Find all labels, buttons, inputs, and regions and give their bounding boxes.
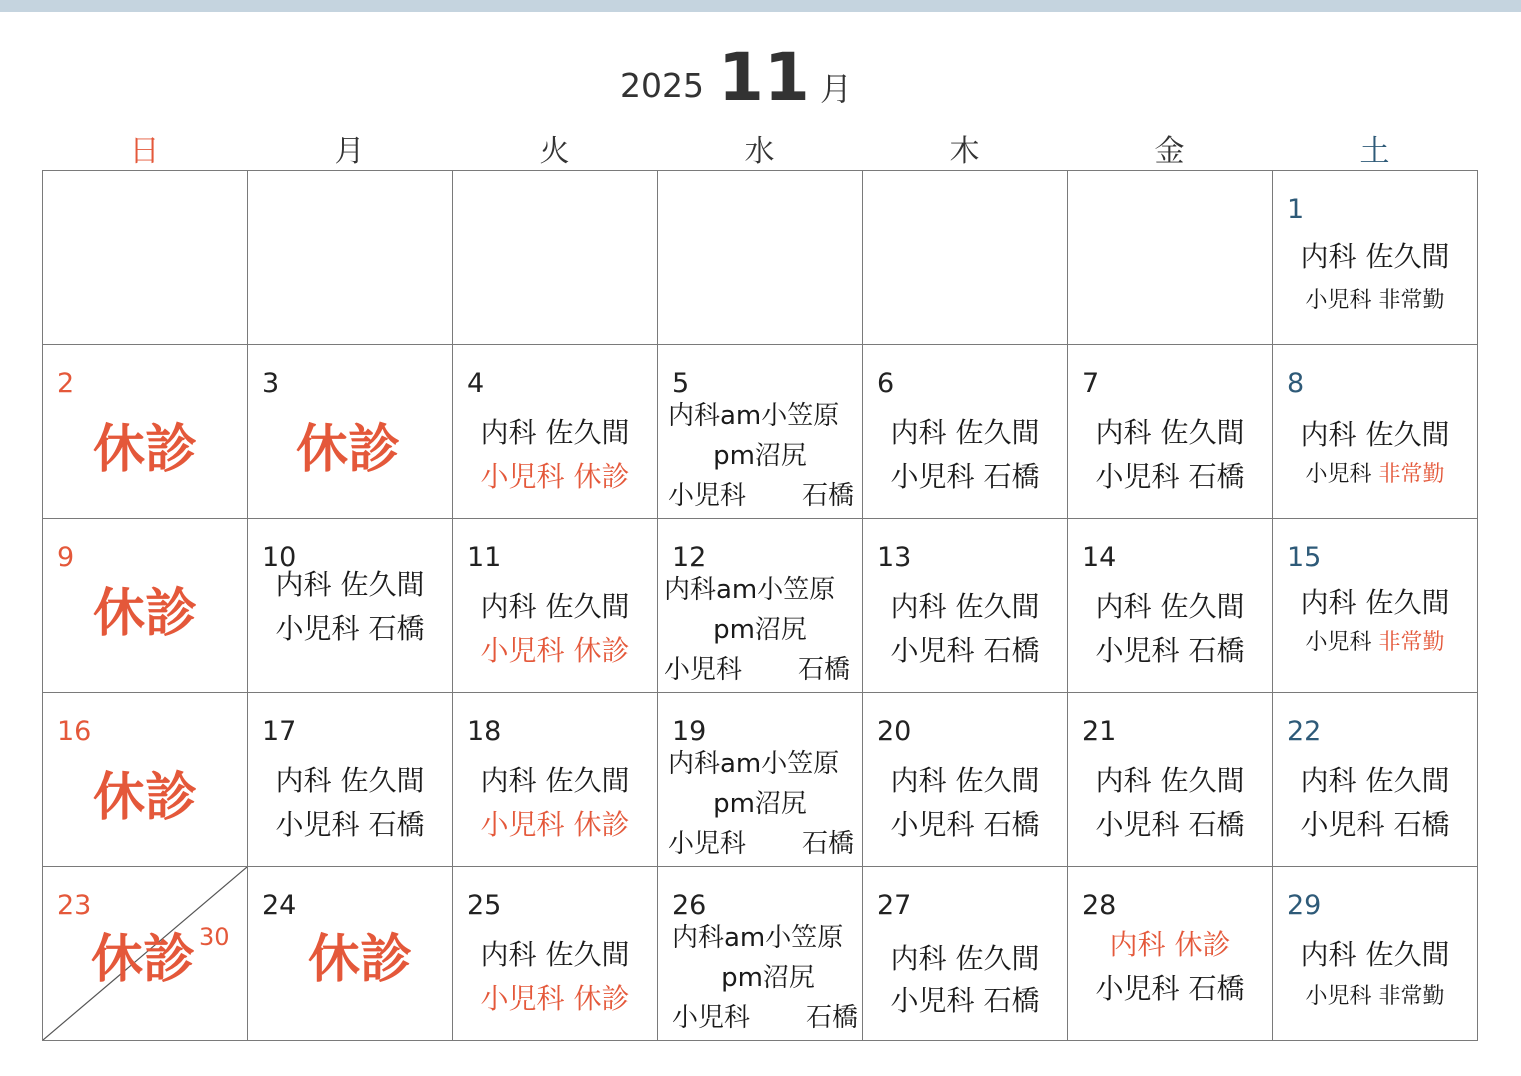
doctor-name: 石橋: [983, 808, 1040, 841]
doctor-name: 佐久間: [545, 590, 630, 623]
top-accent-bar: [0, 0, 1521, 12]
dept-label: 内科: [1095, 590, 1152, 623]
weekday-sat: 土: [1359, 134, 1390, 169]
day-number: 15: [1287, 542, 1322, 573]
doctor-name: 石橋: [368, 808, 425, 841]
day-number: 14: [1082, 542, 1117, 573]
dept-label: 内科: [890, 942, 947, 975]
calendar-title: [0, 40, 1521, 120]
dept-label: 小児科: [1305, 630, 1372, 655]
pm-doctor: pm沼尻: [721, 963, 815, 993]
closed-label: 休診: [92, 584, 197, 644]
day-cell: [248, 519, 453, 693]
doctor-name: 佐久間: [1365, 418, 1450, 451]
doctor-name: 石橋: [1188, 634, 1245, 667]
doctor-name: 佐久間: [955, 416, 1040, 449]
am-doctor: 内科am小笠原: [672, 923, 844, 953]
doctor-name: 佐久間: [1160, 416, 1245, 449]
am-doctor: 内科am小笠原: [668, 401, 840, 431]
day-cell: [1273, 693, 1478, 867]
closed-label: 休診: [90, 930, 195, 990]
doctor-name: 佐久間: [545, 938, 630, 971]
weekday-wed: 水: [744, 134, 775, 169]
day-cell: [248, 693, 453, 867]
day-cell: [658, 345, 863, 519]
dept-label: 内科: [1300, 240, 1357, 273]
doctor-name: 石橋: [1188, 972, 1245, 1005]
empty-cell: [453, 171, 658, 345]
day-number: 25: [467, 890, 502, 921]
doctor-name: 佐久間: [545, 416, 630, 449]
day-cell: [1068, 519, 1273, 693]
dept-label: 小児科: [480, 460, 565, 493]
am-doctor: 内科am小笠原: [668, 749, 840, 779]
day-cell: [43, 519, 248, 693]
dept-label: 内科: [890, 590, 947, 623]
doctor-name: 石橋: [801, 829, 854, 859]
am-doctor: 内科am小笠原: [664, 575, 836, 605]
day-number: 11: [467, 542, 502, 573]
empty-cell: [658, 171, 863, 345]
day-number: 29: [1287, 890, 1322, 921]
title-month: 11: [718, 39, 810, 116]
day-cell: [453, 867, 658, 1041]
dept-label: 小児科: [668, 481, 747, 511]
day-cell: [658, 693, 863, 867]
dept-label: 小児科: [1305, 984, 1372, 1009]
day-number: 3: [262, 368, 280, 399]
doctor-name: 佐久間: [1160, 764, 1245, 797]
doctor-name: 非常勤: [1378, 630, 1445, 655]
doctor-name: 石橋: [368, 612, 425, 645]
doctor-name: 佐久間: [955, 590, 1040, 623]
day-cell: [453, 693, 658, 867]
day-number: 10: [262, 542, 297, 573]
dept-label: 内科: [1300, 418, 1357, 451]
dept-label: 内科: [480, 764, 537, 797]
day-number: 28: [1082, 890, 1117, 921]
doctor-name: 非常勤: [1378, 462, 1445, 487]
doctor-name: 佐久間: [1365, 586, 1450, 619]
closed-label: 休診: [1174, 928, 1231, 961]
dept-label: 小児科: [1095, 808, 1180, 841]
day-number: 19: [672, 716, 707, 747]
doctor-name: 佐久間: [1365, 764, 1450, 797]
day-cell: [658, 867, 863, 1041]
dept-label: 小児科: [1095, 460, 1180, 493]
day-cell: [43, 693, 248, 867]
day-cell: [43, 345, 248, 519]
closed-label: 休診: [573, 982, 630, 1015]
doctor-name: 佐久間: [340, 568, 425, 601]
doctor-name: 非常勤: [1378, 288, 1445, 313]
day-cell: [1068, 693, 1273, 867]
day-number: 20: [877, 716, 912, 747]
day-cell: [863, 519, 1068, 693]
day-cell: [1273, 867, 1478, 1041]
empty-cell: [1068, 171, 1273, 345]
day-number: 7: [1082, 368, 1100, 399]
day-cell: [248, 867, 453, 1041]
day-cell: [453, 519, 658, 693]
day-cell-split: [43, 867, 248, 1041]
dept-label: 小児科: [275, 808, 360, 841]
day-number: 8: [1287, 368, 1305, 399]
doctor-name: 石橋: [797, 655, 850, 685]
day-cell: [1273, 171, 1478, 345]
weekday-thu: 木: [949, 134, 980, 169]
day-number: 22: [1287, 716, 1322, 747]
pm-doctor: pm沼尻: [713, 789, 807, 819]
weekday-fri: 金: [1154, 134, 1185, 169]
day-number-30: 30: [199, 923, 230, 951]
dept-label: 内科: [480, 590, 537, 623]
empty-cell: [248, 171, 453, 345]
dept-label: 小児科: [275, 612, 360, 645]
weekday-sun: 日: [129, 134, 160, 169]
dept-label: 内科: [890, 416, 947, 449]
day-number: 5: [672, 368, 690, 399]
day-number: 12: [672, 542, 707, 573]
doctor-name: 石橋: [1188, 460, 1245, 493]
closed-label: 休診: [573, 634, 630, 667]
day-number: 4: [467, 368, 485, 399]
dept-label: 内科: [1095, 416, 1152, 449]
day-number: 6: [877, 368, 895, 399]
doctor-name: 佐久間: [1160, 590, 1245, 623]
day-number: 13: [877, 542, 912, 573]
empty-cell: [43, 171, 248, 345]
dept-label: 内科: [1109, 928, 1166, 961]
doctor-name: 佐久間: [1365, 938, 1450, 971]
closed-label: 休診: [573, 808, 630, 841]
day-cell: [658, 519, 863, 693]
dept-label: 小児科: [480, 634, 565, 667]
dept-label: 小児科: [890, 460, 975, 493]
dept-label: 内科: [1300, 764, 1357, 797]
day-number: 21: [1082, 716, 1117, 747]
day-number: 1: [1287, 194, 1305, 225]
day-number: 9: [57, 542, 75, 573]
dept-label: 小児科: [890, 808, 975, 841]
closed-label: 休診: [573, 460, 630, 493]
day-number: 26: [672, 890, 707, 921]
dept-label: 内科: [1300, 938, 1357, 971]
dept-label: 内科: [480, 938, 537, 971]
dept-label: 内科: [480, 416, 537, 449]
doctor-name: 石橋: [983, 634, 1040, 667]
doctor-name: 石橋: [1188, 808, 1245, 841]
calendar-grid: [42, 170, 1478, 1041]
closed-label: 休診: [92, 420, 197, 480]
dept-label: 小児科: [668, 829, 747, 859]
title-year: 2025: [620, 66, 704, 105]
day-cell: [863, 867, 1068, 1041]
pm-doctor: pm沼尻: [713, 441, 807, 471]
dept-label: 内科: [1095, 764, 1152, 797]
doctor-name: 佐久間: [545, 764, 630, 797]
doctor-name: 石橋: [983, 460, 1040, 493]
dept-label: 小児科: [890, 984, 975, 1017]
day-cell: [248, 345, 453, 519]
day-cell: [453, 345, 658, 519]
dept-label: 内科: [275, 568, 332, 601]
dept-label: 小児科: [1305, 462, 1372, 487]
doctor-name: 石橋: [1393, 808, 1450, 841]
dept-label: 小児科: [480, 982, 565, 1015]
doctor-name: 石橋: [801, 481, 854, 511]
day-cell: [863, 345, 1068, 519]
dept-label: 小児科: [1095, 634, 1180, 667]
day-number: 17: [262, 716, 297, 747]
doctor-name: 石橋: [805, 1003, 858, 1033]
dept-label: 内科: [275, 764, 332, 797]
day-cell: [1273, 345, 1478, 519]
day-cell: [1068, 867, 1273, 1041]
empty-cell: [863, 171, 1068, 345]
day-number: 2: [57, 368, 75, 399]
weekday-tue: 火: [539, 134, 570, 169]
closed-label: 休診: [92, 768, 197, 828]
dept-label: 小児科: [480, 808, 565, 841]
title-month-unit: 月: [820, 70, 853, 108]
day-cell: [863, 693, 1068, 867]
doctor-name: 石橋: [983, 984, 1040, 1017]
dept-label: 内科: [890, 764, 947, 797]
dept-label: 小児科: [1095, 972, 1180, 1005]
day-number: 18: [467, 716, 502, 747]
day-number: 23: [57, 890, 92, 921]
weekday-mon: 月: [334, 134, 365, 169]
dept-label: 内科: [1300, 586, 1357, 619]
dept-label: 小児科: [672, 1003, 751, 1033]
day-cell: [1273, 519, 1478, 693]
doctor-name: 佐久間: [955, 764, 1040, 797]
closed-label: 休診: [295, 420, 400, 480]
doctor-name: 佐久間: [955, 942, 1040, 975]
day-number: 24: [262, 890, 297, 921]
doctor-name: 佐久間: [1365, 240, 1450, 273]
closed-label: 休診: [307, 930, 412, 990]
doctor-name: 佐久間: [340, 764, 425, 797]
doctor-name: 非常勤: [1378, 984, 1445, 1009]
day-number: 27: [877, 890, 912, 921]
dept-label: 小児科: [1300, 808, 1385, 841]
pm-doctor: pm沼尻: [713, 615, 807, 645]
day-cell: [1068, 345, 1273, 519]
dept-label: 小児科: [1305, 288, 1372, 313]
dept-label: 小児科: [890, 634, 975, 667]
dept-label: 小児科: [664, 655, 743, 685]
day-number: 16: [57, 716, 92, 747]
